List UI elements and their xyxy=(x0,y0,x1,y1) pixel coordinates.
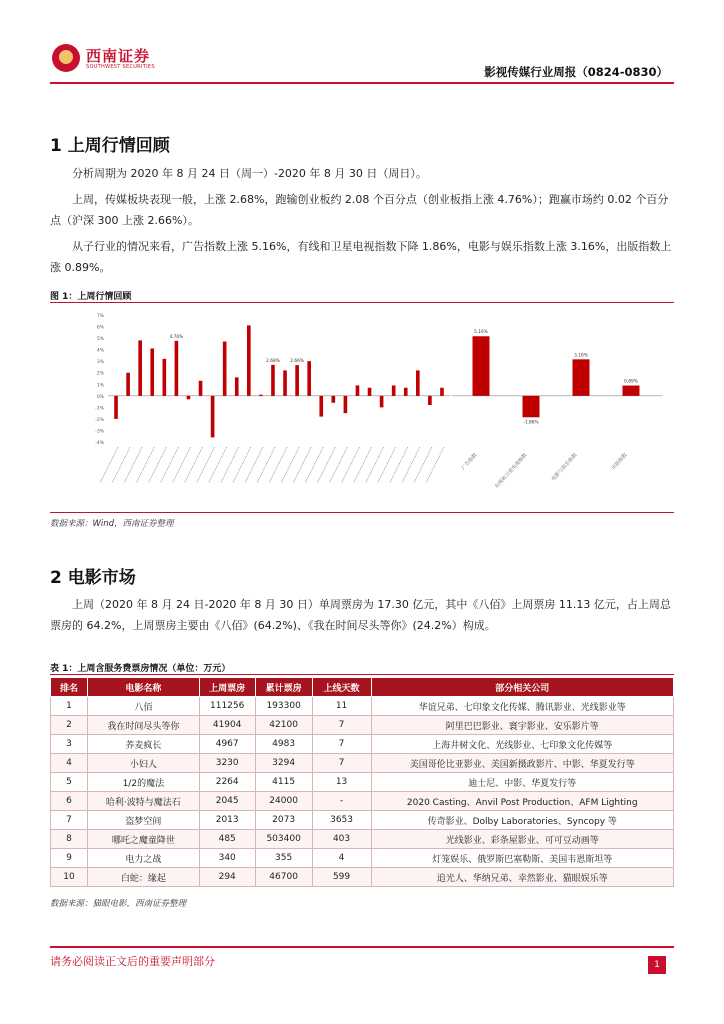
industry-bar xyxy=(199,381,203,396)
logo-emblem-icon xyxy=(52,44,80,72)
cell-film-name: 哪吒之魔童降世 xyxy=(87,830,199,849)
page-number: 1 xyxy=(648,956,666,974)
cell-cumulative-box-office: 3294 xyxy=(255,754,312,773)
y-tick-label: 2% xyxy=(96,371,104,377)
cell-weekly-box-office: 485 xyxy=(199,830,255,849)
bar-data-label: 4.76% xyxy=(169,334,184,340)
industry-bar xyxy=(392,385,396,395)
y-tick-label: 1% xyxy=(96,383,104,389)
y-tick-label: 7% xyxy=(96,314,104,319)
table-header-row xyxy=(51,678,674,697)
header-companies: 部分相关公司 xyxy=(371,678,674,697)
category-label: 有线和卫星电视指数 xyxy=(493,452,529,490)
category-label: 广告指数 xyxy=(460,452,479,472)
cell-weekly-box-office: 2045 xyxy=(199,792,255,811)
category-label-placeholder xyxy=(390,447,408,483)
header-days-showing: 上线天数 xyxy=(312,678,371,697)
header-rank: 排名 xyxy=(51,678,88,697)
cell-rank: 9 xyxy=(51,849,88,868)
cell-weekly-box-office: 41904 xyxy=(199,716,255,735)
figure1-source: 数据来源：Wind，西南证券整理 xyxy=(50,519,174,529)
subindustry-bar xyxy=(523,396,540,417)
industry-bar xyxy=(332,396,336,403)
category-label-placeholder xyxy=(124,447,142,483)
y-tick-label: 0% xyxy=(96,394,104,400)
industry-bar xyxy=(428,396,432,405)
cell-weekly-box-office: 2264 xyxy=(199,773,255,792)
bar-data-label: 2.66% xyxy=(290,359,304,365)
cell-weekly-box-office: 294 xyxy=(199,868,255,887)
cell-film-name: 我在时间尽头等你 xyxy=(87,716,199,735)
report-title: 影视传媒行业周报（0824-0830） xyxy=(484,65,668,79)
industry-bar xyxy=(259,395,263,396)
cell-days-showing: 13 xyxy=(312,773,371,792)
bar-data-label: 0.89% xyxy=(624,379,638,385)
cell-companies: 阿里巴巴影业、寰宇影业、安乐影片等 xyxy=(371,716,674,735)
cell-days-showing: 4 xyxy=(312,849,371,868)
category-label-placeholder xyxy=(354,447,372,483)
cell-days-showing: 7 xyxy=(312,735,371,754)
cell-film-name: 哈利·波特与魔法石 xyxy=(87,792,199,811)
subindustry-bar xyxy=(473,336,490,396)
section1-paragraph-2: 上周，传媒板块表现一般，上涨 2.68%，跑输创业板约 2.08 个百分点（创业板指上涨 4.76%）；跑赢市场约 0.02 个百分点（沪深 300 上涨 2.66%）。 xyxy=(50,193,669,227)
cell-cumulative-box-office: 46700 xyxy=(255,868,312,887)
industry-bar xyxy=(295,365,299,396)
bar-data-label: 2.68% xyxy=(266,358,280,364)
cell-companies: 灯笼娱乐、俄罗斯巴塞勒斯、美国韦恩斯坦等 xyxy=(371,849,674,868)
industry-bar xyxy=(368,388,372,396)
industry-bar xyxy=(319,396,323,417)
cell-film-name: 小妇人 xyxy=(87,754,199,773)
category-label-placeholder xyxy=(293,447,311,483)
category-label-placeholder xyxy=(100,447,118,483)
table-row xyxy=(51,754,674,773)
industry-bar xyxy=(235,377,239,395)
category-label-placeholder xyxy=(281,447,299,483)
category-label-placeholder xyxy=(257,447,275,483)
box-office-table xyxy=(50,677,674,887)
header-weekly-box-office: 上周票房 xyxy=(199,678,255,697)
footer-disclaimer: 请务必阅读正文后的重要声明部分 xyxy=(50,955,215,968)
header-film-name: 电影名称 xyxy=(87,678,199,697)
table1-source: 数据来源：猫眼电影，西南证券整理 xyxy=(50,899,187,909)
section1-paragraph-1: 分析周期为 2020 年 8 月 24 日（周一）-2020 年 8 月 30 日（周日）。 xyxy=(72,167,427,180)
category-label-placeholder xyxy=(233,447,251,483)
figure1-caption-divider xyxy=(50,302,674,303)
category-label-placeholder xyxy=(341,447,359,483)
header-cumulative-box-office: 累计票房 xyxy=(255,678,312,697)
cell-film-name: 电力之战 xyxy=(87,849,199,868)
industry-bar xyxy=(223,342,227,396)
category-label-placeholder xyxy=(366,447,384,483)
company-logo xyxy=(52,44,302,74)
cell-rank: 2 xyxy=(51,716,88,735)
cell-rank: 7 xyxy=(51,811,88,830)
cell-companies: 上海井树文化、光线影业、七印象文化传媒等 xyxy=(371,735,674,754)
logo-text-en: SOUTHWEST SECURITIES xyxy=(86,64,155,70)
header-divider xyxy=(50,82,674,84)
category-label-placeholder xyxy=(209,447,227,483)
bar-data-label: 5.16% xyxy=(474,330,488,336)
y-tick-label: 3% xyxy=(96,360,104,366)
cell-companies: 2020 Casting、Anvil Post Production、AFM Lighting xyxy=(371,792,674,811)
cell-cumulative-box-office: 2073 xyxy=(255,811,312,830)
market-review-chart xyxy=(50,305,674,510)
category-label-placeholder xyxy=(160,447,178,483)
cell-weekly-box-office: 4967 xyxy=(199,735,255,754)
y-tick-label: -3% xyxy=(95,429,104,435)
industry-bar xyxy=(356,385,360,395)
category-label-placeholder xyxy=(221,447,239,483)
cell-cumulative-box-office: 4115 xyxy=(255,773,312,792)
industry-bar xyxy=(271,365,275,396)
industry-bar xyxy=(307,361,311,396)
cell-companies: 传奇影业、Dolby Laboratories、Syncopy 等 xyxy=(371,811,674,830)
table-row xyxy=(51,792,674,811)
industry-bar xyxy=(380,396,384,408)
table-row xyxy=(51,868,674,887)
table-row xyxy=(51,735,674,754)
category-label-placeholder xyxy=(378,447,396,483)
industry-bar xyxy=(138,340,142,395)
cell-rank: 4 xyxy=(51,754,88,773)
cell-companies: 光线影业、彩条屋影业、可可豆动画等 xyxy=(371,830,674,849)
cell-weekly-box-office: 111256 xyxy=(199,697,255,716)
industry-bar xyxy=(114,396,118,419)
bar-data-label: 3.16% xyxy=(574,353,588,359)
cell-weekly-box-office: 2013 xyxy=(199,811,255,830)
cell-rank: 5 xyxy=(51,773,88,792)
industry-bar xyxy=(440,388,444,396)
cell-rank: 3 xyxy=(51,735,88,754)
cell-companies: 华谊兄弟、七印象文化传媒、腾讯影业、光线影业等 xyxy=(371,697,674,716)
cell-days-showing: 3653 xyxy=(312,811,371,830)
cell-days-showing: 7 xyxy=(312,754,371,773)
industry-bar xyxy=(283,370,287,395)
cell-days-showing: 7 xyxy=(312,716,371,735)
table1-caption-divider xyxy=(50,674,674,675)
cell-cumulative-box-office: 4983 xyxy=(255,735,312,754)
category-label-placeholder xyxy=(112,447,130,483)
industry-bar xyxy=(211,396,215,438)
cell-film-name: 八佰 xyxy=(87,697,199,716)
figure1-caption: 图 1：上周行情回顾 xyxy=(50,292,132,302)
category-label-placeholder xyxy=(426,447,444,483)
cell-days-showing: 11 xyxy=(312,697,371,716)
cell-weekly-box-office: 3230 xyxy=(199,754,255,773)
cell-rank: 10 xyxy=(51,868,88,887)
category-label-placeholder xyxy=(245,447,263,483)
category-label: 电影与娱乐指数 xyxy=(550,452,579,483)
section2-title: 2 电影市场 xyxy=(50,568,136,588)
cell-days-showing: - xyxy=(312,792,371,811)
industry-bar xyxy=(163,359,167,396)
cell-film-name: 白蛇：缘起 xyxy=(87,868,199,887)
category-label-placeholder xyxy=(148,447,166,483)
cell-days-showing: 403 xyxy=(312,830,371,849)
bar-data-label: -1.86% xyxy=(523,420,539,426)
category-label-placeholder xyxy=(269,447,287,483)
section1-paragraph-3: 从子行业的情况来看，广告指数上涨 5.16%，有线和卫星电视指数下降 1.86%，电影与娱乐指数上涨 3.16%，出版指数上涨 0.89%。 xyxy=(50,240,672,274)
subindustry-bar xyxy=(623,386,640,396)
cell-cumulative-box-office: 503400 xyxy=(255,830,312,849)
subindustry-bar xyxy=(573,359,590,395)
footer-divider xyxy=(50,946,674,948)
category-label-placeholder xyxy=(185,447,203,483)
cell-rank: 6 xyxy=(51,792,88,811)
cell-film-name: 1/2的魔法 xyxy=(87,773,199,792)
table-row xyxy=(51,773,674,792)
category-label-placeholder xyxy=(305,447,323,483)
category-label-placeholder xyxy=(329,447,347,483)
cell-companies: 迪士尼、中影、华夏发行等 xyxy=(371,773,674,792)
category-label-placeholder xyxy=(197,447,215,483)
industry-bar xyxy=(247,325,251,395)
y-tick-label: -4% xyxy=(95,441,104,446)
industry-bar xyxy=(416,370,420,395)
cell-days-showing: 599 xyxy=(312,868,371,887)
industry-bar xyxy=(126,373,130,396)
cell-weekly-box-office: 340 xyxy=(199,849,255,868)
cell-companies: 追光人、华纳兄弟、幸然影业、猫眼娱乐等 xyxy=(371,868,674,887)
table-row xyxy=(51,849,674,868)
cell-rank: 8 xyxy=(51,830,88,849)
category-label-placeholder xyxy=(172,447,190,483)
cell-cumulative-box-office: 355 xyxy=(255,849,312,868)
cell-companies: 美国哥伦比亚影业、美国新摄政影片、中影、华夏发行等 xyxy=(371,754,674,773)
section2-paragraph-1: 上周（2020 年 8 月 24 日-2020 年 8 月 30 日）单周票房为 17.30 亿元，其中《八佰》上周票房 11.13 亿元，占上周总票房的 64.2%，上周票房主要由《八佰》(64.2%)、《我在时间尽头等你》(24.2%）构成。 xyxy=(50,598,671,632)
cell-cumulative-box-office: 193300 xyxy=(255,697,312,716)
chart-left-industry-bars xyxy=(100,325,444,483)
y-tick-label: 5% xyxy=(96,337,104,343)
y-tick-label: -2% xyxy=(95,417,104,423)
industry-bar xyxy=(150,348,154,395)
cell-film-name: 荞麦疯长 xyxy=(87,735,199,754)
cell-cumulative-box-office: 42100 xyxy=(255,716,312,735)
category-label-placeholder xyxy=(402,447,420,483)
cell-film-name: 盗梦空间 xyxy=(87,811,199,830)
industry-bar xyxy=(187,396,191,399)
y-tick-label: 6% xyxy=(96,325,104,331)
chart-right-subindustry-bars xyxy=(460,329,640,490)
industry-bar xyxy=(404,388,408,396)
category-label: 出版指数 xyxy=(610,452,629,472)
logo-text-cn: 西南证券 xyxy=(86,47,151,65)
table-row xyxy=(51,830,674,849)
cell-rank: 1 xyxy=(51,697,88,716)
table-row xyxy=(51,811,674,830)
category-label-placeholder xyxy=(317,447,335,483)
y-tick-label: 4% xyxy=(96,348,104,354)
table-row xyxy=(51,716,674,735)
category-label-placeholder xyxy=(136,447,154,483)
section1-title: 1 上周行情回顾 xyxy=(50,136,170,156)
table1-caption: 表 1：上周含服务费票房情况（单位：万元） xyxy=(50,664,231,674)
industry-bar xyxy=(344,396,348,413)
industry-bar xyxy=(175,341,179,396)
cell-cumulative-box-office: 24000 xyxy=(255,792,312,811)
table-row xyxy=(51,697,674,716)
y-tick-label: -1% xyxy=(95,406,104,412)
category-label-placeholder xyxy=(414,447,432,483)
figure1-bottom-divider xyxy=(50,512,674,513)
